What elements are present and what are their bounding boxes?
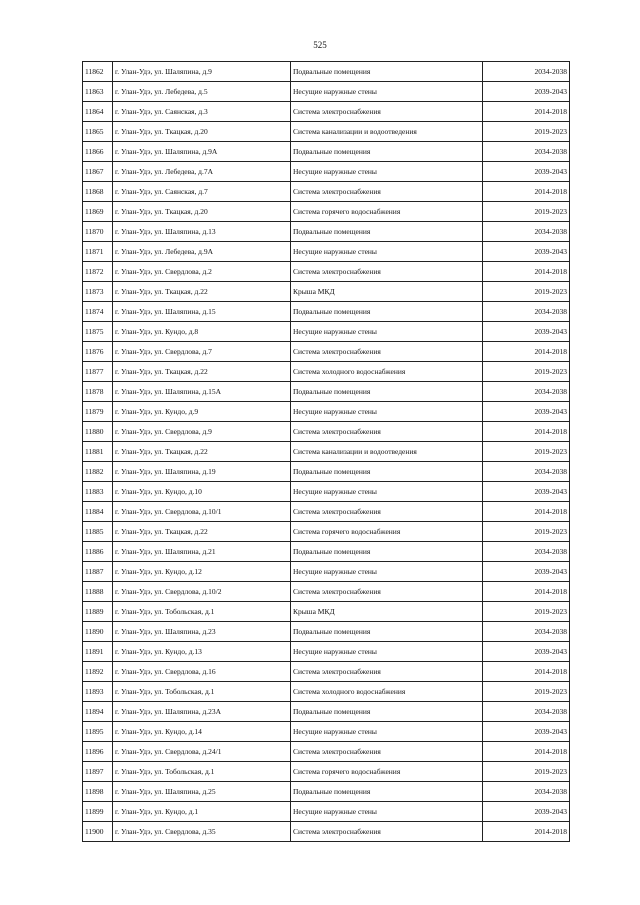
row-number-cell: 11897 [83, 762, 113, 782]
work-type-cell: Подвальные помещения [291, 702, 483, 722]
row-number-cell: 11865 [83, 122, 113, 142]
period-cell: 2019-2023 [483, 682, 570, 702]
work-type-cell: Система электроснабжения [291, 422, 483, 442]
table-row [83, 662, 570, 682]
address-cell: г. Улан-Удэ, ул. Кундо, д.10 [113, 482, 291, 502]
period-cell: 2034-2038 [483, 542, 570, 562]
period-cell: 2039-2043 [483, 722, 570, 742]
row-number-cell: 11892 [83, 662, 113, 682]
row-number-cell: 11884 [83, 502, 113, 522]
address-cell: г. Улан-Удэ, ул. Ткацкая, д.22 [113, 282, 291, 302]
row-number-cell: 11869 [83, 202, 113, 222]
table-row [83, 762, 570, 782]
table-row [83, 782, 570, 802]
row-number-cell: 11876 [83, 342, 113, 362]
work-type-cell: Система холодного водоснабжения [291, 362, 483, 382]
period-cell: 2014-2018 [483, 262, 570, 282]
period-cell: 2019-2023 [483, 602, 570, 622]
table-row [83, 742, 570, 762]
period-cell: 2039-2043 [483, 562, 570, 582]
table-row [83, 822, 570, 842]
address-cell: г. Улан-Удэ, ул. Шаляпина, д.15А [113, 382, 291, 402]
work-type-cell: Несущие наружные стены [291, 802, 483, 822]
table-row [83, 622, 570, 642]
row-number-cell: 11887 [83, 562, 113, 582]
address-cell: г. Улан-Удэ, ул. Свердлова, д.16 [113, 662, 291, 682]
address-cell: г. Улан-Удэ, ул. Шаляпина, д.13 [113, 222, 291, 242]
work-type-cell: Система канализации и водоотведения [291, 122, 483, 142]
address-cell: г. Улан-Удэ, ул. Тобольская, д.1 [113, 602, 291, 622]
row-number-cell: 11877 [83, 362, 113, 382]
table-row [83, 682, 570, 702]
work-type-cell: Несущие наружные стены [291, 162, 483, 182]
work-type-cell: Подвальные помещения [291, 782, 483, 802]
row-number-cell: 11879 [83, 402, 113, 422]
row-number-cell: 11889 [83, 602, 113, 622]
work-type-cell: Несущие наружные стены [291, 642, 483, 662]
period-cell: 2039-2043 [483, 642, 570, 662]
work-type-cell: Система горячего водоснабжения [291, 202, 483, 222]
table-row [83, 162, 570, 182]
address-cell: г. Улан-Удэ, ул. Кундо, д.13 [113, 642, 291, 662]
table-row [83, 382, 570, 402]
period-cell: 2019-2023 [483, 282, 570, 302]
period-cell: 2034-2038 [483, 382, 570, 402]
table-row [83, 322, 570, 342]
row-number-cell: 11899 [83, 802, 113, 822]
address-cell: г. Улан-Удэ, ул. Шаляпина, д.23А [113, 702, 291, 722]
address-cell: г. Улан-Удэ, ул. Ткацкая, д.22 [113, 442, 291, 462]
period-cell: 2019-2023 [483, 442, 570, 462]
period-cell: 2014-2018 [483, 102, 570, 122]
work-type-cell: Подвальные помещения [291, 542, 483, 562]
address-cell: г. Улан-Удэ, ул. Свердлова, д.10/1 [113, 502, 291, 522]
row-number-cell: 11900 [83, 822, 113, 842]
period-cell: 2019-2023 [483, 362, 570, 382]
row-number-cell: 11894 [83, 702, 113, 722]
page-number: 525 [313, 40, 327, 50]
table-row [83, 462, 570, 482]
period-cell: 2014-2018 [483, 822, 570, 842]
address-cell: г. Улан-Удэ, ул. Свердлова, д.24/1 [113, 742, 291, 762]
period-cell: 2019-2023 [483, 762, 570, 782]
period-cell: 2034-2038 [483, 702, 570, 722]
row-number-cell: 11896 [83, 742, 113, 762]
table-row [83, 202, 570, 222]
table-body [83, 62, 570, 842]
row-number-cell: 11867 [83, 162, 113, 182]
period-cell: 2014-2018 [483, 502, 570, 522]
period-cell: 2034-2038 [483, 462, 570, 482]
table-row [83, 582, 570, 602]
work-type-cell: Несущие наружные стены [291, 242, 483, 262]
period-cell: 2039-2043 [483, 82, 570, 102]
work-type-cell: Подвальные помещения [291, 302, 483, 322]
work-type-cell: Несущие наружные стены [291, 562, 483, 582]
address-cell: г. Улан-Удэ, ул. Ткацкая, д.22 [113, 362, 291, 382]
address-cell: г. Улан-Удэ, ул. Тобольская, д.1 [113, 682, 291, 702]
address-cell: г. Улан-Удэ, ул. Кундо, д.14 [113, 722, 291, 742]
address-cell: г. Улан-Удэ, ул. Шаляпина, д.25 [113, 782, 291, 802]
table-row [83, 502, 570, 522]
address-cell: г. Улан-Удэ, ул. Кундо, д.1 [113, 802, 291, 822]
row-number-cell: 11890 [83, 622, 113, 642]
work-type-cell: Система электроснабжения [291, 742, 483, 762]
period-cell: 2039-2043 [483, 482, 570, 502]
address-cell: г. Улан-Удэ, ул. Свердлова, д.7 [113, 342, 291, 362]
row-number-cell: 11898 [83, 782, 113, 802]
work-type-cell: Подвальные помещения [291, 382, 483, 402]
period-cell: 2019-2023 [483, 522, 570, 542]
period-cell: 2014-2018 [483, 582, 570, 602]
work-type-cell: Подвальные помещения [291, 222, 483, 242]
row-number-cell: 11868 [83, 182, 113, 202]
address-cell: г. Улан-Удэ, ул. Шаляпина, д.9 [113, 62, 291, 82]
work-type-cell: Подвальные помещения [291, 62, 483, 82]
period-cell: 2014-2018 [483, 662, 570, 682]
work-type-cell: Несущие наружные стены [291, 82, 483, 102]
address-cell: г. Улан-Удэ, ул. Свердлова, д.2 [113, 262, 291, 282]
period-cell: 2039-2043 [483, 802, 570, 822]
work-type-cell: Подвальные помещения [291, 142, 483, 162]
period-cell: 2039-2043 [483, 162, 570, 182]
work-type-cell: Система электроснабжения [291, 822, 483, 842]
period-cell: 2039-2043 [483, 322, 570, 342]
work-type-cell: Система электроснабжения [291, 102, 483, 122]
period-cell: 2034-2038 [483, 62, 570, 82]
work-type-cell: Несущие наружные стены [291, 402, 483, 422]
period-cell: 2034-2038 [483, 302, 570, 322]
row-number-cell: 11866 [83, 142, 113, 162]
table-row [83, 182, 570, 202]
work-type-cell: Подвальные помещения [291, 622, 483, 642]
table-row [83, 542, 570, 562]
row-number-cell: 11888 [83, 582, 113, 602]
work-type-cell: Несущие наружные стены [291, 722, 483, 742]
work-type-cell: Система электроснабжения [291, 582, 483, 602]
address-cell: г. Улан-Удэ, ул. Шаляпина, д.23 [113, 622, 291, 642]
row-number-cell: 11870 [83, 222, 113, 242]
work-type-cell: Крыша МКД [291, 602, 483, 622]
table-row [83, 342, 570, 362]
address-cell: г. Улан-Удэ, ул. Шаляпина, д.21 [113, 542, 291, 562]
address-cell: г. Улан-Удэ, ул. Ткацкая, д.20 [113, 122, 291, 142]
table-row [83, 362, 570, 382]
row-number-cell: 11863 [83, 82, 113, 102]
period-cell: 2014-2018 [483, 342, 570, 362]
table-row [83, 82, 570, 102]
table-row [83, 722, 570, 742]
work-type-cell: Крыша МКД [291, 282, 483, 302]
period-cell: 2014-2018 [483, 182, 570, 202]
row-number-cell: 11873 [83, 282, 113, 302]
table-row [83, 242, 570, 262]
row-number-cell: 11872 [83, 262, 113, 282]
work-type-cell: Система горячего водоснабжения [291, 522, 483, 542]
address-cell: г. Улан-Удэ, ул. Свердлова, д.35 [113, 822, 291, 842]
row-number-cell: 11895 [83, 722, 113, 742]
address-cell: г. Улан-Удэ, ул. Шаляпина, д.19 [113, 462, 291, 482]
work-type-cell: Система горячего водоснабжения [291, 762, 483, 782]
table-row [83, 422, 570, 442]
work-type-cell: Несущие наружные стены [291, 322, 483, 342]
work-type-cell: Несущие наружные стены [291, 482, 483, 502]
row-number-cell: 11875 [83, 322, 113, 342]
period-cell: 2039-2043 [483, 242, 570, 262]
work-type-cell: Подвальные помещения [291, 462, 483, 482]
address-cell: г. Улан-Удэ, ул. Кундо, д.12 [113, 562, 291, 582]
period-cell: 2034-2038 [483, 622, 570, 642]
period-cell: 2014-2018 [483, 422, 570, 442]
table-row [83, 302, 570, 322]
address-cell: г. Улан-Удэ, ул. Саянская, д.7 [113, 182, 291, 202]
row-number-cell: 11893 [83, 682, 113, 702]
work-type-cell: Система электроснабжения [291, 182, 483, 202]
table-row [83, 802, 570, 822]
period-cell: 2034-2038 [483, 222, 570, 242]
table-row [83, 62, 570, 82]
address-cell: г. Улан-Удэ, ул. Саянская, д.3 [113, 102, 291, 122]
period-cell: 2019-2023 [483, 202, 570, 222]
table-row [83, 142, 570, 162]
table-row [83, 442, 570, 462]
table-row [83, 262, 570, 282]
work-type-cell: Система электроснабжения [291, 262, 483, 282]
table-row [83, 482, 570, 502]
address-cell: г. Улан-Удэ, ул. Ткацкая, д.22 [113, 522, 291, 542]
address-cell: г. Улан-Удэ, ул. Лебедева, д.5 [113, 82, 291, 102]
row-number-cell: 11880 [83, 422, 113, 442]
row-number-cell: 11881 [83, 442, 113, 462]
row-number-cell: 11882 [83, 462, 113, 482]
table-row [83, 642, 570, 662]
work-type-cell: Система электроснабжения [291, 342, 483, 362]
address-cell: г. Улан-Удэ, ул. Свердлова, д.9 [113, 422, 291, 442]
registry-table [82, 61, 570, 842]
table-row [83, 102, 570, 122]
table-row [83, 402, 570, 422]
address-cell: г. Улан-Удэ, ул. Лебедева, д.9А [113, 242, 291, 262]
address-cell: г. Улан-Удэ, ул. Шаляпина, д.15 [113, 302, 291, 322]
row-number-cell: 11886 [83, 542, 113, 562]
row-number-cell: 11878 [83, 382, 113, 402]
table-row [83, 222, 570, 242]
address-cell: г. Улан-Удэ, ул. Ткацкая, д.20 [113, 202, 291, 222]
work-type-cell: Система холодного водоснабжения [291, 682, 483, 702]
row-number-cell: 11864 [83, 102, 113, 122]
address-cell: г. Улан-Удэ, ул. Кундо, д.8 [113, 322, 291, 342]
period-cell: 2019-2023 [483, 122, 570, 142]
table-row [83, 702, 570, 722]
period-cell: 2034-2038 [483, 142, 570, 162]
table-row [83, 522, 570, 542]
table-row [83, 562, 570, 582]
work-type-cell: Система электроснабжения [291, 662, 483, 682]
period-cell: 2014-2018 [483, 742, 570, 762]
row-number-cell: 11883 [83, 482, 113, 502]
address-cell: г. Улан-Удэ, ул. Кундо, д.9 [113, 402, 291, 422]
table-row [83, 602, 570, 622]
address-cell: г. Улан-Удэ, ул. Тобольская, д.1 [113, 762, 291, 782]
table-row [83, 122, 570, 142]
period-cell: 2034-2038 [483, 782, 570, 802]
row-number-cell: 11891 [83, 642, 113, 662]
address-cell: г. Улан-Удэ, ул. Свердлова, д.10/2 [113, 582, 291, 602]
address-cell: г. Улан-Удэ, ул. Лебедева, д.7А [113, 162, 291, 182]
table-row [83, 282, 570, 302]
row-number-cell: 11862 [83, 62, 113, 82]
work-type-cell: Система электроснабжения [291, 502, 483, 522]
row-number-cell: 11874 [83, 302, 113, 322]
work-type-cell: Система канализации и водоотведения [291, 442, 483, 462]
row-number-cell: 11885 [83, 522, 113, 542]
row-number-cell: 11871 [83, 242, 113, 262]
period-cell: 2039-2043 [483, 402, 570, 422]
address-cell: г. Улан-Удэ, ул. Шаляпина, д.9А [113, 142, 291, 162]
